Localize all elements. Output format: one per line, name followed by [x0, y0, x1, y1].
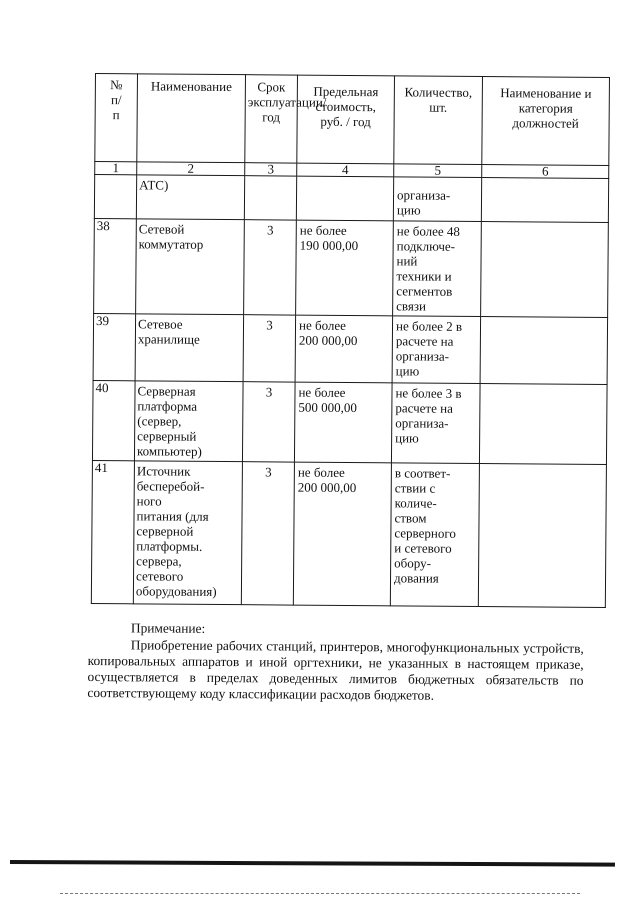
row-name: Сетевое хранилище [135, 314, 244, 382]
table-row [93, 313, 608, 384]
row-term: 3 [244, 220, 297, 315]
header-term: Срок эксплуатации/ год [245, 75, 298, 163]
note-title: Примечание: [130, 620, 206, 636]
table-row [91, 460, 606, 607]
row-number: 38 [94, 218, 137, 313]
row-position [480, 317, 608, 385]
header-quantity: Количество, шт. [394, 76, 483, 165]
note-section [87, 620, 584, 705]
row-cost: не более 190 000,00 [296, 220, 394, 316]
row-quantity: не более 2 в расчете на организа- цию [392, 316, 481, 384]
row-position [478, 464, 606, 608]
row-cost: не более 200 000,00 [293, 462, 391, 606]
row-name: Источник бесперебой- ного питания (для серверной платформы. сервера, сетевого оборудования) [133, 461, 242, 605]
row-cost [296, 176, 393, 221]
header-name: Наименование [137, 74, 246, 163]
row-name: Сетевой коммутатор [136, 219, 245, 315]
row-position [479, 384, 607, 465]
row-number: 39 [93, 313, 136, 380]
index-4: 4 [297, 163, 394, 177]
row-quantity: не более 48 подключе- ний техники и сегментов связи [393, 221, 482, 317]
table-row [94, 175, 608, 223]
row-position [481, 178, 608, 223]
index-1: 1 [95, 162, 137, 175]
row-name: Серверная платформа (сервер, серверный компьютер) [134, 381, 243, 462]
table-row [92, 380, 607, 464]
row-name: АТС) [136, 175, 244, 220]
specification-table [91, 73, 610, 608]
header-number: № п/п [95, 74, 138, 162]
table-header-row [95, 74, 610, 166]
row-cost: не более 200 000,00 [295, 315, 393, 383]
index-2: 2 [137, 162, 245, 176]
bottom-rule [10, 860, 615, 867]
bottom-dashed-line [60, 893, 580, 894]
header-cost: Предельная стоимость, руб. / год [297, 75, 395, 164]
row-quantity: организа- цию [393, 177, 481, 222]
row-term: 3 [243, 315, 296, 382]
row-quantity: в соответ- ствии с количе- ством серверного и сетевого обору- дования [390, 463, 479, 607]
row-number: 41 [91, 460, 134, 603]
table-row [94, 218, 609, 317]
row-term [244, 176, 296, 220]
header-position: Наименование и категория должностей [482, 77, 610, 166]
row-number [94, 175, 136, 219]
note-body: Приобретение рабочих станций, принтеров, многофункциональных устройств, копировальных аппаратов и иной оргтехники, не указанных в настоящем приказе, осуществляется в пределах доведенных лимитов бюджетных обязательств по соответствующему коду классификации расходов бюджетов. [87, 637, 584, 703]
row-quantity: не более 3 в расчете на организа- цию [391, 383, 480, 464]
row-term: 3 [242, 382, 295, 462]
row-term: 3 [241, 462, 294, 605]
index-6: 6 [482, 165, 609, 179]
index-5: 5 [394, 164, 482, 178]
row-cost: не более 500 000,00 [294, 382, 392, 463]
row-position [481, 222, 609, 318]
row-number: 40 [92, 380, 135, 460]
index-3: 3 [245, 163, 297, 176]
